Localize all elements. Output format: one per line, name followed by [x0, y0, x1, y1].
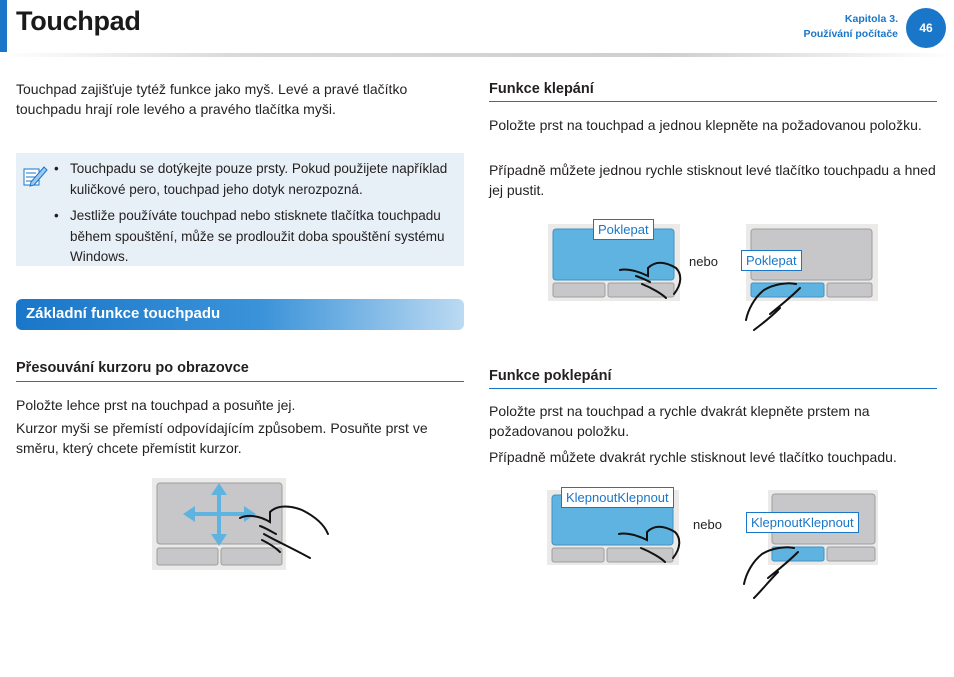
note-box	[16, 153, 464, 266]
chapter-title: Používání počítače	[803, 28, 898, 40]
tap-heading: Funkce klepání	[489, 81, 594, 97]
chapter-label	[803, 12, 898, 42]
note-item: • Touchpadu se dotýkejte pouze prsty. Pokud použijete například kuličkové pero, touchpad jeho dotyk nerozpozná.	[54, 161, 448, 197]
double-tap-paragraph-2: Případně můžete dvakrát rychle stisknout levé tlačítko touchpadu.	[489, 449, 897, 465]
double-tap-paragraph-1: Položte prst na touchpad a rychle dvakrát klepněte prstem na požadovanou položku.	[489, 403, 870, 439]
tap-paragraph-2: Případně můžete jednou rychle stisknout levé tlačítko touchpadu a hned jej pustit.	[489, 162, 936, 198]
move-touchpad-illustration	[152, 478, 332, 573]
double-tap-callout-2: KlepnoutKlepnout	[746, 512, 859, 533]
double-tap-callout-1: KlepnoutKlepnout	[561, 487, 674, 508]
double-tap-heading: Funkce poklepání	[489, 368, 612, 384]
note-item: • Jestliže používáte touchpad nebo stisknete tlačítka touchpadu během spouštění, může se prodloužit doba spouštění systému Windows.	[54, 208, 445, 264]
header-divider	[0, 53, 954, 57]
move-paragraph-2: Kurzor myši se přemístí odpovídajícím způsobem. Posuňte prst ve směru, který chcete přemístit kurzor.	[16, 420, 428, 456]
header-accent-bar	[0, 0, 7, 52]
note-list	[54, 159, 458, 274]
page-title: Touchpad	[16, 6, 141, 36]
or-label-1: nebo	[689, 254, 718, 269]
tap-callout-1: Poklepat	[593, 219, 654, 240]
move-paragraph-1: Položte lehce prst na touchpad a posuňte jej.	[16, 397, 296, 413]
intro-paragraph: Touchpad zajišťuje tytéž funkce jako myš. Levé a pravé tlačítko touchpadu hrají role levého a pravého tlačítka myši.	[16, 81, 408, 117]
section-header	[16, 299, 464, 330]
tap-paragraph-1: Položte prst na touchpad a jednou klepněte na požadovanou položku.	[489, 117, 922, 133]
tap-callout-2: Poklepat	[741, 250, 802, 271]
pencil-note-icon	[22, 163, 48, 189]
move-heading: Přesouvání kurzoru po obrazovce	[16, 360, 249, 376]
double-tap-button-illustration	[738, 490, 880, 605]
move-heading-rule	[16, 381, 464, 382]
section-title: Základní funkce touchpadu	[26, 305, 221, 322]
tap-button-illustration	[740, 224, 880, 334]
chapter-number: Kapitola 3.	[844, 13, 898, 25]
or-label-2: nebo	[693, 517, 722, 532]
page-number-badge: 46	[906, 8, 946, 48]
tap-heading-rule	[489, 101, 937, 102]
double-tap-heading-rule	[489, 388, 937, 389]
